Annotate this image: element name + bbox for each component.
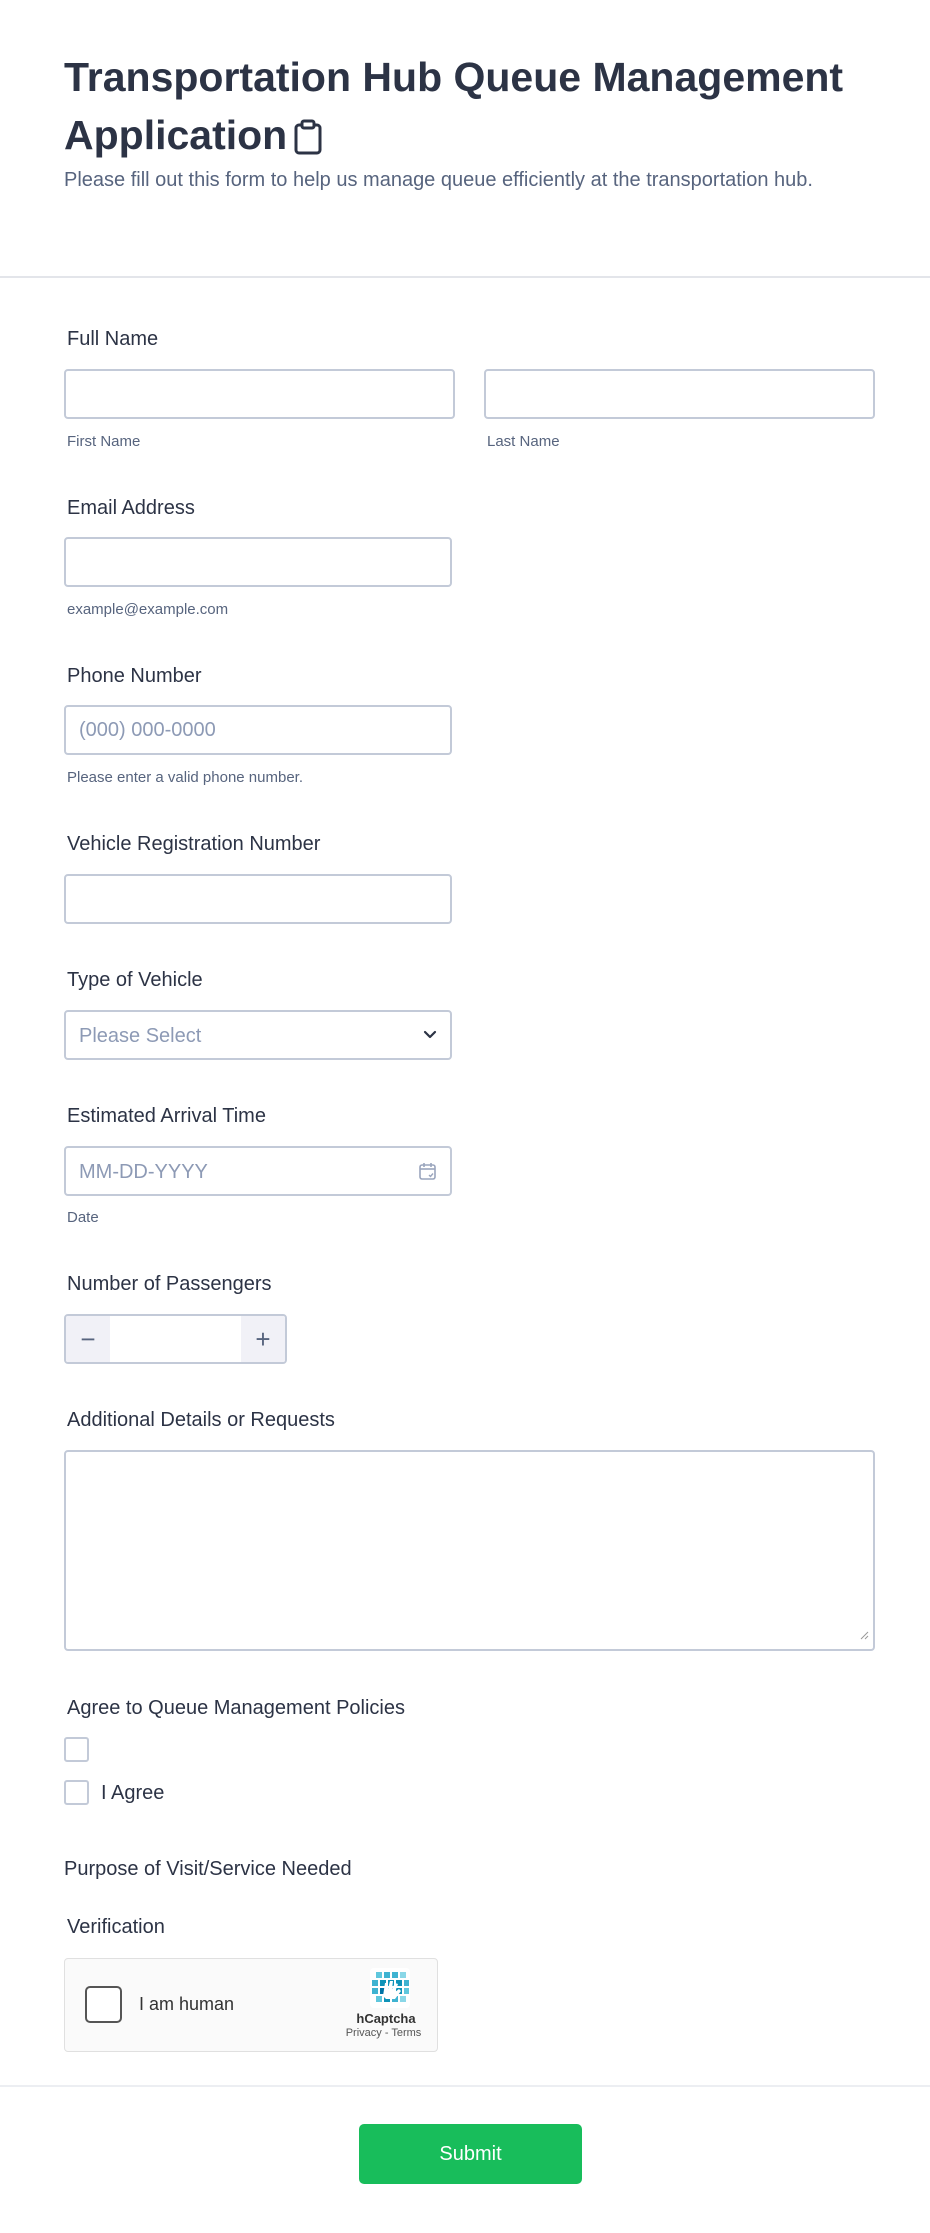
first-name-sublabel: First Name (67, 433, 141, 450)
agree-label: I Agree (101, 1782, 165, 1804)
details-label: Additional Details or Requests (67, 1409, 335, 1431)
page-title (64, 48, 864, 170)
hcaptcha-widget (64, 1958, 438, 2052)
email-sublabel: example@example.com (67, 601, 229, 618)
phone-label: Phone Number (67, 665, 202, 687)
form-header (0, 0, 930, 278)
email-field[interactable] (64, 537, 452, 587)
arrival-sublabel: Date (67, 1209, 99, 1226)
arrival-label: Estimated Arrival Time (67, 1105, 266, 1127)
vehicle-registration-input[interactable] (64, 874, 452, 924)
passengers-label: Number of Passengers (67, 1273, 272, 1295)
vehicle-type-select[interactable] (64, 1010, 452, 1060)
first-name-input[interactable] (64, 369, 455, 419)
chevron-down-icon (422, 1028, 438, 1047)
calendar-icon[interactable] (418, 1162, 437, 1186)
page-subtitle: Please fill out this form to help us manage queue efficiently at the transportation hub. (64, 169, 813, 191)
last-name-input[interactable] (484, 369, 875, 419)
hcaptcha-logo-icon (370, 1968, 410, 2013)
submit-button[interactable]: Submit (359, 2124, 582, 2184)
increment-button[interactable]: + (241, 1316, 285, 1362)
passengers-stepper (64, 1314, 287, 1364)
phone-input[interactable] (64, 705, 452, 755)
captcha-checkbox[interactable] (85, 1986, 122, 2023)
footer-divider (0, 2085, 930, 2087)
verification-label: Verification (67, 1916, 165, 1938)
arrival-date-placeholder: MM-DD-YYYY (79, 1161, 208, 1183)
policies-checkbox[interactable] (64, 1737, 89, 1762)
hcaptcha-links[interactable]: Privacy - Terms (345, 2027, 422, 2039)
captcha-human-text: I am human (139, 1994, 235, 2014)
hcaptcha-brand: hCaptcha (356, 2011, 416, 2026)
vehicle-type-selected-value: Please Select (79, 1025, 202, 1047)
arrival-date-input[interactable] (64, 1146, 452, 1196)
details-textarea[interactable] (64, 1450, 875, 1651)
page-title-text: Transportation Hub Queue Management Application (64, 54, 844, 158)
decrement-button[interactable]: − (66, 1316, 110, 1362)
last-name-sublabel: Last Name (487, 433, 560, 450)
agree-checkbox[interactable] (64, 1780, 89, 1805)
phone-sublabel: Please enter a valid phone number. (67, 769, 303, 786)
vehicle-type-label: Type of Vehicle (67, 969, 203, 991)
full-name-label: Full Name (67, 328, 159, 350)
resize-handle-icon[interactable] (860, 1627, 869, 1645)
purpose-text: Purpose of Visit/Service Needed (64, 1858, 352, 1880)
vehicle-registration-label: Vehicle Registration Number (67, 833, 321, 855)
email-label: Email Address (67, 497, 195, 519)
policies-label: Agree to Queue Management Policies (67, 1697, 405, 1719)
clipboard-icon (293, 112, 323, 170)
